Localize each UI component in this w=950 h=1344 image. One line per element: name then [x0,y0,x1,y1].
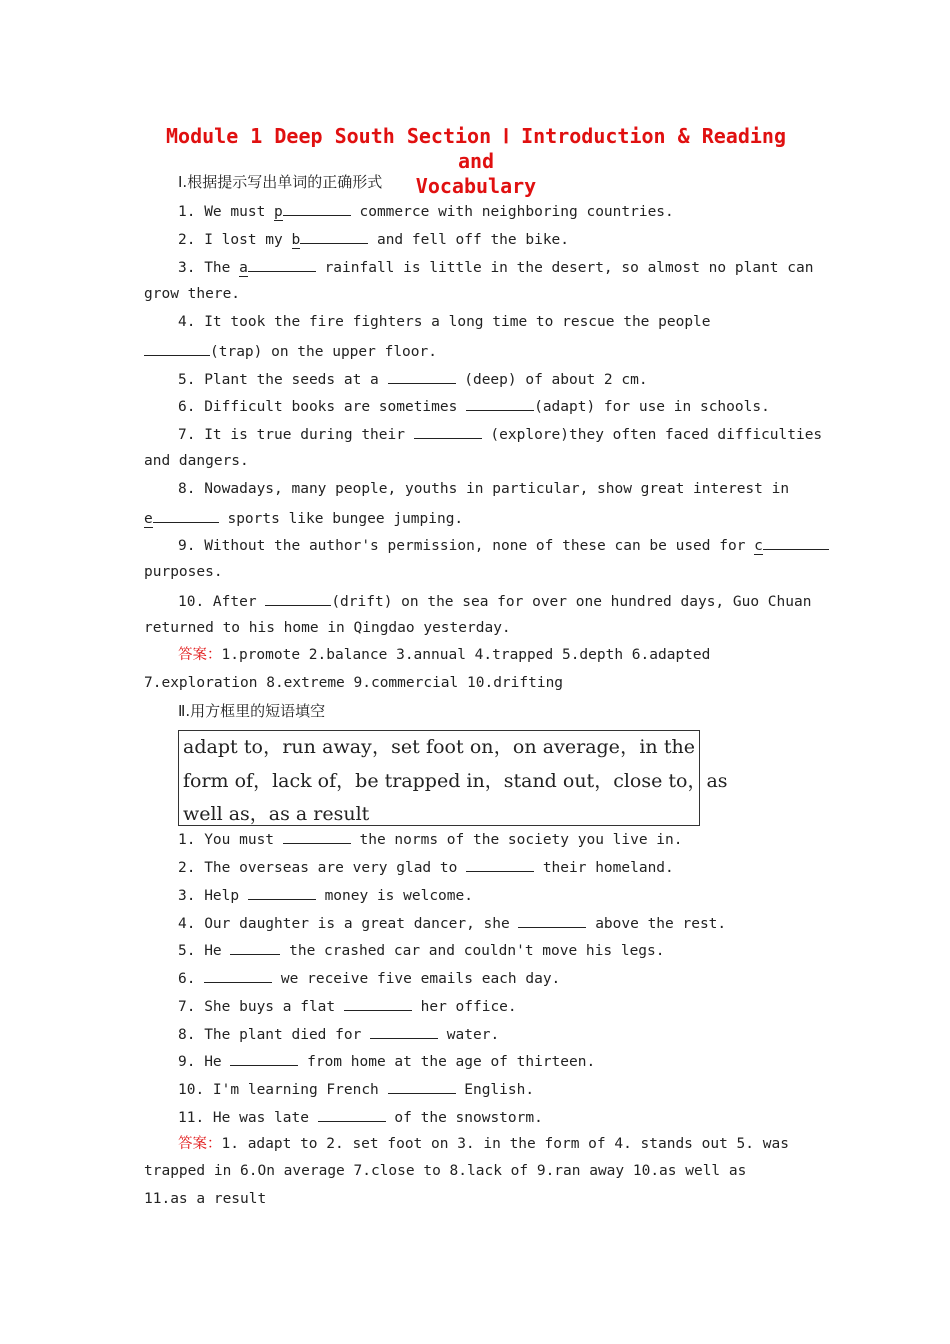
question-item-continued: returned to his home in Qingdao yesterday. [144,620,511,636]
question-item: 2. The overseas are very glad to their homeland. [144,856,842,878]
question-item: 9. Without the author's permission, none of these can be used for c [144,534,842,556]
answer-key-2-continued: 11.as a result [144,1191,267,1207]
answer-label: 答案： [178,1136,222,1152]
phrase-box-line: adapt to，run away，set foot on，on average，in the [183,736,695,758]
question-item: 9. He from home at the age of thirteen. [144,1050,842,1072]
question-item: 4. It took the fire fighters a long time to rescue the people [178,314,711,330]
question-item: 4. Our daughter is a great dancer, she above the rest. [144,912,842,934]
question-item: 5. Plant the seeds at a (deep) of about 2 cm. [144,368,842,390]
question-item-continued: e sports like bungee jumping. [144,507,808,529]
question-item-continued: (trap) on the upper floor. [144,340,808,362]
question-item: 2. I lost my b and fell off the bike. [144,228,842,250]
part1-heading: Ⅰ.根据提示写出单词的正确形式 [178,173,383,191]
phrase-box-line: well as，as a result [183,803,370,825]
answer-key-2: 答案：1. adapt to 2. set foot on 3. in the form of 4. stands out 5. was [178,1136,789,1152]
question-item: 5. He the crashed car and couldn't move his legs. [144,939,842,961]
question-item: 8. The plant died for water. [144,1023,842,1045]
question-item: 6. Difficult books are sometimes (adapt) for use in schools. [144,395,842,417]
question-item: 1. You must the norms of the society you live in. [144,828,842,850]
question-item-continued: and dangers. [144,453,249,469]
question-item: 3. The a rainfall is little in the desert, so almost no plant can [144,256,842,278]
question-item: 7. It is true during their (explore)they often faced difficulties [144,423,842,445]
question-item-continued: purposes. [144,564,223,580]
title-line-2: Vocabulary [415,174,537,198]
question-item: 10. After (drift) on the sea for over one hundred days, Guo Chuan [144,590,842,612]
answer-key-2-continued: trapped in 6.On average 7.close to 8.lack of 9.ran away 10.as well as [144,1163,747,1179]
question-item: 10. I'm learning French English. [144,1078,842,1100]
answer-key-1: 答案：1.promote 2.balance 3.annual 4.trapped 5.depth 6.adapted [178,647,711,663]
question-item: 8. Nowadays, many people, youths in particular, show great interest in [178,481,790,497]
question-item: 1. We must p commerce with neighboring countries. [144,200,842,222]
phrase-box [178,730,728,826]
part2-heading: Ⅱ.用方框里的短语填空 [178,702,326,720]
question-item: 3. Help money is welcome. [144,884,842,906]
answer-label: 答案： [178,647,222,663]
question-item-continued: grow there. [144,286,241,302]
title-line-1: Module 1 Deep South Section Ⅰ Introduction & Reading and [166,124,786,173]
question-item: 7. She buys a flat her office. [144,995,842,1017]
question-item: 11. He was late of the snowstorm. [144,1106,842,1128]
question-item: 6. we receive five emails each day. [144,967,842,989]
phrase-box-line: form of，lack of，be trapped in，stand out，close to，as [183,769,728,792]
answer-key-1-continued: 7.exploration 8.extreme 9.commercial 10.drifting [144,675,564,691]
